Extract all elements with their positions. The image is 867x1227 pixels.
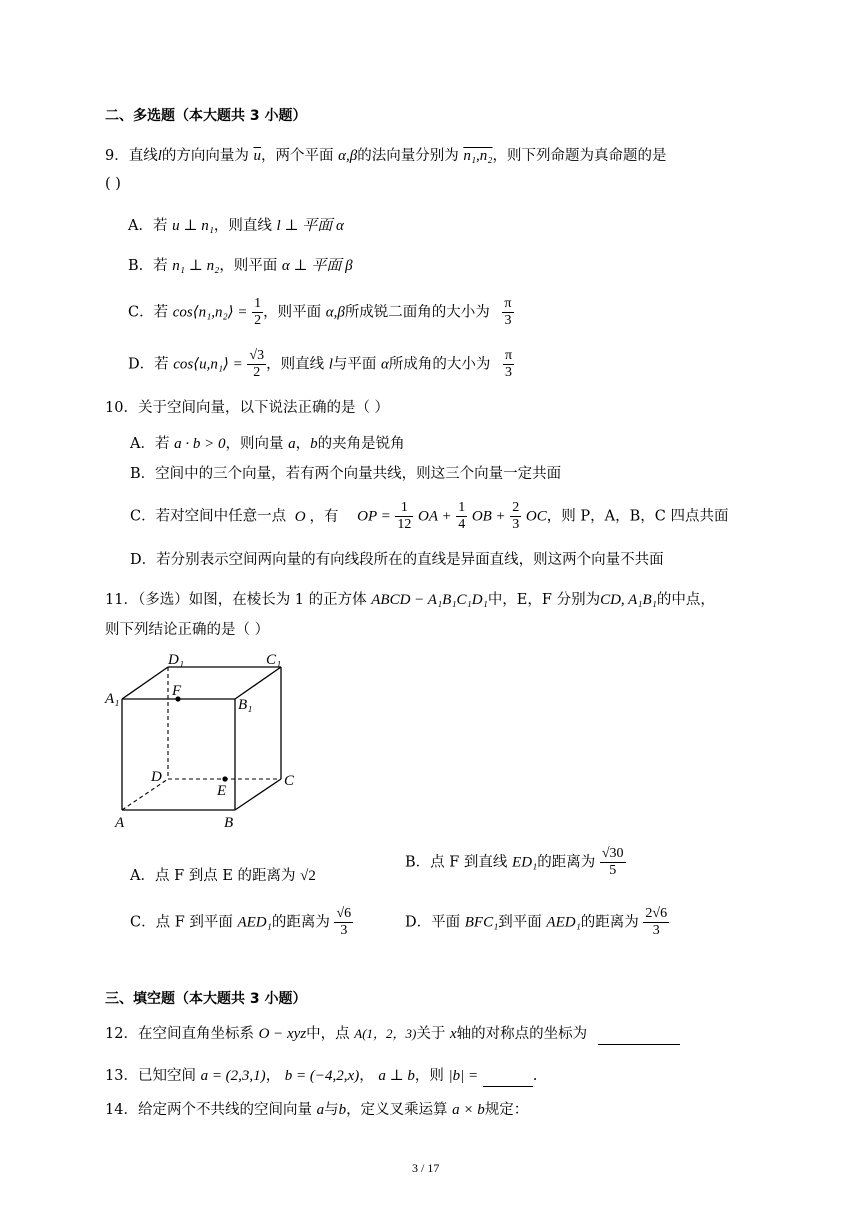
q10c-tail: ，则 P，A，B，C 四点共面 [546, 508, 729, 525]
q11c-den: 3 [340, 923, 348, 938]
label-a1: A₁ [105, 691, 120, 707]
q11d-fraction [643, 906, 669, 939]
q9d-den: 2 [253, 365, 261, 380]
q11d-num: 2√6 [645, 906, 668, 921]
q13-vec-b: b = (−4,2,x) [284, 1068, 360, 1084]
q10c-f1n: 1 [395, 500, 413, 517]
q13-mid: ，则 [414, 1068, 444, 1084]
q10-option-a [130, 434, 405, 454]
q10c-frac1 [395, 500, 413, 533]
point-e [222, 776, 227, 781]
cube-figure [100, 645, 330, 835]
q11d-mid: 到平面 [498, 914, 542, 931]
q10c-OB: OB + [471, 508, 506, 525]
section-heading-fill: 三、填空题（本大题共 3 小题） [105, 991, 307, 1007]
q12-system: O − xyz [258, 1026, 307, 1042]
label-e: E [217, 783, 227, 799]
q9c-planes: α,β [325, 304, 345, 321]
label-a: A [115, 815, 125, 831]
q10-option-c [130, 500, 728, 533]
q11b-fraction [600, 846, 626, 879]
q9b-lead: B．若 [128, 258, 168, 274]
q9-vector-u: $\overline{u}$ [253, 148, 262, 164]
q10c-OC: OC [525, 508, 547, 525]
q9-stem-b: 的方向向量为 [161, 148, 249, 164]
question-14 [105, 1100, 528, 1120]
q9d-l: l [328, 356, 333, 373]
q13-vec-a: a = (2,3,1) [200, 1068, 266, 1084]
q9-stem-d: 的法向量分别为 [357, 148, 459, 164]
q12-tail: 轴的对称点的坐标为 [456, 1026, 588, 1042]
q9c-lead: C．若 [128, 304, 169, 321]
q14-yu: 与 [324, 1102, 339, 1118]
q10a-expr: a · b > 0 [174, 436, 226, 452]
q9c-fraction [252, 296, 263, 329]
q9-option-a [128, 216, 344, 236]
q11-option-b [405, 846, 626, 879]
edge-b-c [235, 779, 281, 810]
q9b-mid: ，则平面 [219, 258, 278, 274]
q9a-expr: u ⊥ n₁ [172, 218, 214, 234]
q11c-tail: 的距离为 [271, 914, 330, 931]
q14-mid: ，定义叉乘运算 [346, 1102, 448, 1118]
q9-planes: α,β [338, 148, 358, 164]
q10c-frac3 [510, 500, 521, 533]
q12-answer-blank[interactable] [598, 1024, 680, 1045]
q9a-lead: A．若 [128, 218, 168, 234]
q10c-OP: OP = [357, 508, 391, 525]
q9-stem-e: ，则下列命题为真命题的是 [492, 148, 667, 164]
q10a-sep: ， [295, 436, 311, 452]
q12-lead: 12．在空间直角坐标系 [105, 1026, 254, 1042]
q9-stem-c: ，两个平面 [261, 148, 334, 164]
q11b-text: B．点 F 到直线 [405, 854, 508, 871]
q11-stem-c: 的中点， [656, 592, 715, 608]
q11d-plane2: AED₁ [546, 914, 581, 931]
q13-answer-blank[interactable] [483, 1066, 533, 1087]
q9c-ans-num: π [504, 296, 512, 311]
q9b-end: α ⊥ 平面 β [281, 258, 353, 274]
q9-normals: n₁,n₂ [463, 148, 493, 164]
q11d-den: 3 [652, 923, 660, 938]
q11-stem-b: 中，E，F 分别为 [487, 592, 601, 608]
q11c-plane: AED₁ [237, 914, 272, 931]
q11-option-c [130, 906, 353, 939]
q13-sep2: ， [359, 1068, 374, 1084]
q12-point: A(1，2，3) [354, 1026, 417, 1041]
q11c-text: C．点 F 到平面 [130, 914, 233, 931]
q9d-mid: ，则直线 [266, 356, 325, 373]
q11-option-d [405, 906, 669, 939]
q13-end: . [532, 1068, 538, 1084]
q9-answer-paren: ( ) [105, 176, 121, 192]
question-10-stem: 10．关于空间向量，以下说法正确的是（ ） [105, 400, 390, 416]
section-heading: 二、多选题（本大题共 3 小题） [105, 108, 307, 124]
q9-stem-a: 9．直线 [105, 148, 158, 164]
q9c-ans-den: 3 [504, 313, 512, 328]
question-12 [105, 1024, 680, 1045]
q9d-tail: 所成角的大小为 [388, 356, 491, 373]
q12-mid2: 关于 [416, 1026, 446, 1042]
q9c-mid: ，则平面 [263, 304, 322, 321]
q11-cube: ABCD − A₁B₁C₁D₁ [371, 592, 488, 608]
q9d-answer-fraction [503, 348, 514, 381]
q11b-tail: 的距离为 [537, 854, 596, 871]
q10-option-b: B．空间中的三个向量，若有两个向量共线，则这三个向量一定共面 [130, 466, 562, 482]
q9d-mid2: 与平面 [332, 356, 377, 373]
q11c-fraction [334, 906, 353, 939]
q10c-frac2 [456, 500, 467, 533]
q11b-num: √30 [601, 846, 624, 861]
q12-mid: 中，点 [306, 1026, 350, 1042]
q9c-tail: 所成锐二面角的大小为 [344, 304, 490, 321]
q11-option-a [130, 866, 316, 886]
q10c-f1d: 12 [397, 517, 412, 532]
q10c-f2n: 1 [458, 500, 466, 515]
question-9-stem [105, 146, 667, 166]
q10c-mid: ，有 [309, 508, 339, 525]
q10c-O: O [294, 508, 306, 525]
q9a-end: l ⊥ 平面 α [276, 218, 344, 234]
q9-line-l: l [157, 148, 162, 164]
label-f: F [172, 683, 182, 699]
q12-axis: x [450, 1026, 457, 1042]
q11-stem-line2: 则下列结论正确的是（ ） [105, 622, 270, 638]
q13-lead: 13．已知空间 [105, 1068, 196, 1084]
q9d-ans-den: 3 [505, 365, 512, 380]
q14-vec-a: a [316, 1102, 325, 1118]
q11a-text: A．点 F 到点 E 的距离为 [130, 868, 296, 884]
q9d-ans-num: π [504, 348, 513, 363]
q9c-num: 1 [254, 296, 262, 311]
q9d-fraction [247, 348, 266, 381]
q14-lead: 14．给定两个不共线的空间向量 [105, 1102, 312, 1118]
q11d-plane1: BFC₁ [464, 914, 499, 931]
q14-tail: 规定： [484, 1102, 529, 1118]
q9c-den: 2 [254, 313, 262, 328]
q11d-text: D．平面 [405, 914, 461, 931]
q11d-tail: 的距离为 [580, 914, 639, 931]
q9c-cos: cos⟨n₁,n₂⟩ = [172, 304, 248, 321]
label-d: D [151, 769, 162, 785]
q11b-line: ED₁ [512, 854, 538, 871]
q9c-answer-fraction [502, 296, 513, 329]
q9-option-c [128, 296, 514, 329]
q10c-f3n: 2 [512, 500, 520, 515]
q10c-f2d: 4 [458, 517, 466, 532]
q14-cross: a × b [452, 1102, 485, 1118]
q11-midpoints: CD, A₁B₁ [600, 592, 657, 608]
label-c1: C₁ [266, 652, 282, 668]
q11a-val: √2 [300, 868, 316, 884]
q13-perp: a ⊥ b [378, 1068, 415, 1084]
q9d-lead: D．若 [128, 356, 169, 373]
edge-b1-c1 [235, 667, 281, 699]
edge-a1-d1 [122, 667, 168, 699]
q9d-num: √3 [249, 348, 265, 363]
q9-option-d [128, 348, 514, 381]
q13-sep1: ， [265, 1068, 281, 1084]
q10a-vec-b: b [310, 436, 318, 452]
q10c-f3d: 3 [512, 517, 520, 532]
question-11-stem [105, 590, 715, 610]
q9b-expr: n₁ ⊥ n₂ [172, 258, 220, 274]
q11-stem-a: 11．（多选）如图，在棱长为 1 的正方体 [105, 592, 367, 608]
question-13 [105, 1066, 537, 1087]
q10-option-d: D．若分别表示空间两向量的有向线段所在的直线是异面直线，则这两个向量不共面 [130, 552, 664, 568]
q9d-alpha: α [380, 356, 389, 373]
q10c-OA: OA + [417, 508, 452, 525]
q9d-cos: cos⟨u,n₁⟩ = [173, 356, 243, 373]
q11b-den: 5 [609, 863, 617, 878]
q10a-lead: A．若 [130, 436, 170, 452]
q11c-num: √6 [336, 906, 352, 921]
page-number: 3 / 17 [412, 1161, 440, 1175]
label-c: C [284, 773, 295, 789]
q14-vec-b: b [338, 1102, 347, 1118]
label-b1: B₁ [238, 697, 253, 713]
q9a-mid: ，则直线 [213, 218, 272, 234]
q10a-vec-a: a [288, 436, 296, 452]
q10a-mid: ，则向量 [225, 436, 284, 452]
q9-option-b [128, 256, 353, 276]
q10c-lead: C．若对空间中任意一点 [130, 508, 287, 525]
q10a-tail: 的夹角是锐角 [317, 436, 405, 452]
label-d1: D₁ [168, 652, 185, 668]
q13-abs: |b| = [448, 1068, 479, 1084]
label-b: B [224, 815, 234, 831]
